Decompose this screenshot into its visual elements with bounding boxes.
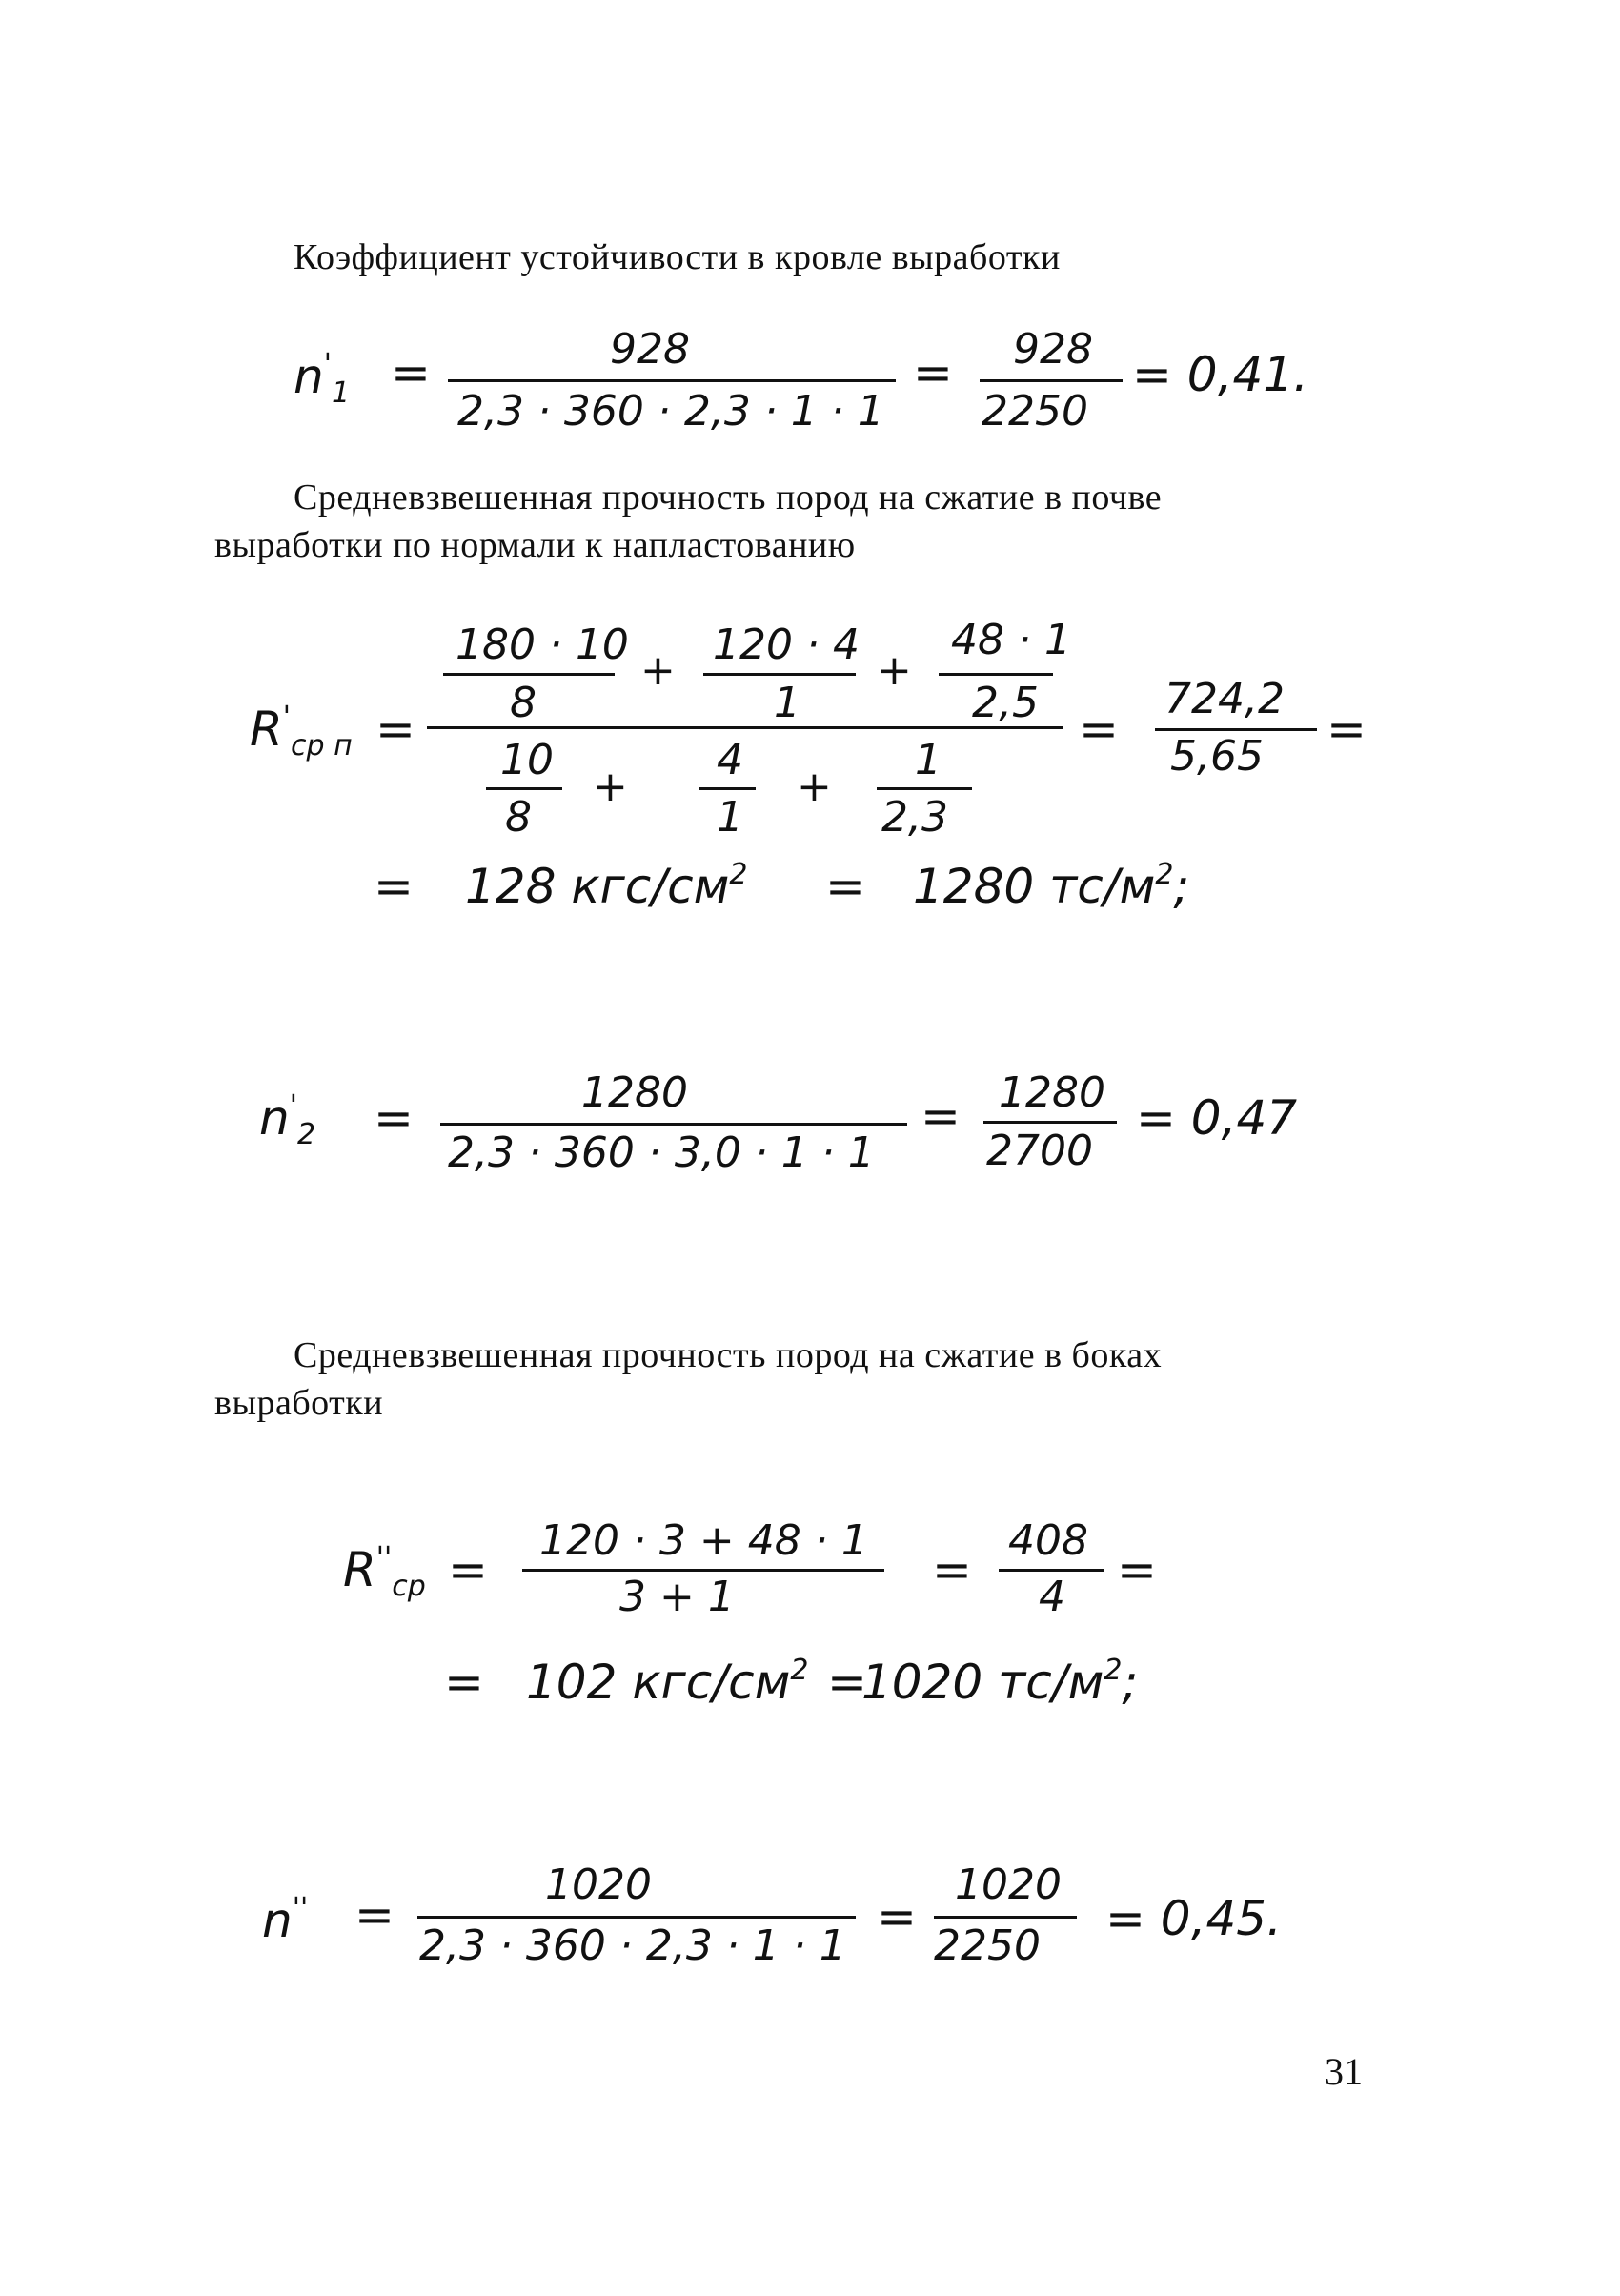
eq3-equals: = [374, 1090, 414, 1146]
eq2-bottom2-bar [699, 787, 756, 790]
eq2-bottom3-numerator: 1 [915, 736, 942, 784]
eq3-denominator-2: 2700 [986, 1127, 1093, 1175]
eq4-mid-equals: = [827, 1655, 867, 1710]
eq2-bottom2-numerator: 4 [717, 736, 743, 784]
eq5-denominator-2: 2250 [934, 1921, 1041, 1970]
eq2-mid-equals: = [825, 859, 865, 914]
eq2-line2-equals: = [374, 859, 414, 914]
eq3-equals-2: = [921, 1088, 961, 1144]
eq1-fraction-bar-2 [980, 379, 1123, 382]
eq1-fraction-bar [448, 379, 896, 382]
eq1-lhs: $n'_1$ [294, 348, 351, 410]
eq5-equals-2: = [877, 1889, 917, 1944]
eq1-denominator-2: 2250 [982, 387, 1088, 436]
paragraph-roof-coefficient: Коэффициент устойчивости в кровле выработки [294, 237, 1061, 277]
eq2-term3-denominator: 2,5 [972, 679, 1039, 727]
paragraph-floor-strength-line2: выработки по нормали к напластованию [214, 525, 856, 565]
eq5-result: = 0,45. [1105, 1891, 1283, 1946]
eq2-bottom2-denominator: 1 [717, 793, 743, 842]
eq3-fraction-bar-2 [983, 1121, 1117, 1124]
eq2-value-ts: 1280 $тс/м^2$; [913, 858, 1190, 914]
eq2-fraction-bar-2 [1155, 728, 1317, 731]
paragraph-floor-strength-line1: Средневзвешенная прочность пород на сжатие в почве [294, 477, 1163, 518]
eq2-plus-4: + [797, 762, 832, 811]
eq4-fraction-bar [522, 1569, 884, 1572]
eq3-lhs: $n'_2$ [259, 1089, 316, 1151]
eq4-equals: = [448, 1542, 488, 1597]
eq2-plus-1: + [640, 646, 676, 695]
eq2-numerator-2: 724,2 [1164, 675, 1285, 723]
eq3-fraction-bar [440, 1123, 907, 1126]
eq2-bottom1-numerator: 10 [500, 736, 554, 784]
eq2-term2-numerator: 120 · 4 [713, 620, 860, 669]
eq5-fraction-bar-2 [934, 1916, 1077, 1919]
eq2-term3-numerator: 48 · 1 [951, 616, 1071, 664]
eq2-lhs: $R'_{ср п}$ [250, 701, 353, 762]
eq2-equals: = [375, 701, 415, 757]
eq4-value-ts: 1020 $тс/м^2$; [861, 1654, 1139, 1710]
eq4-equals-2: = [932, 1542, 972, 1597]
eq2-bottom1-denominator: 8 [505, 793, 532, 842]
eq1-numerator-2: 928 [1013, 325, 1093, 374]
eq4-equals-3: = [1117, 1542, 1157, 1597]
eq2-term2-bar [703, 673, 856, 676]
paragraph-sides-strength-line2: выработки [214, 1383, 384, 1423]
eq5-fraction-bar [417, 1916, 856, 1919]
page-number: 31 [1325, 2050, 1363, 2093]
paragraph-sides-strength-line1: Средневзвешенная прочность пород на сжатие в боках [294, 1335, 1163, 1375]
eq2-denominator-2: 5,65 [1170, 732, 1264, 781]
eq4-line2-equals: = [444, 1655, 484, 1710]
eq2-equals-2: = [1079, 701, 1119, 757]
eq3-numerator-2: 1280 [999, 1068, 1105, 1117]
eq2-bottom1-bar [486, 787, 562, 790]
eq2-bottom3-bar [877, 787, 972, 790]
eq5-numerator: 1020 [545, 1860, 652, 1909]
eq2-term2-denominator: 1 [774, 679, 800, 727]
eq2-equals-3: = [1326, 701, 1367, 757]
eq2-plus-2: + [877, 646, 912, 695]
eq5-numerator-2: 1020 [955, 1860, 1062, 1909]
eq4-denominator-2: 4 [1039, 1573, 1065, 1621]
eq5-lhs: n'' [262, 1892, 309, 1948]
eq2-main-fraction-bar [427, 726, 1063, 729]
eq1-numerator: 928 [610, 325, 690, 374]
eq2-value-kgs: 128 кгс/$см^2$ [465, 858, 748, 914]
eq5-equals: = [354, 1887, 395, 1942]
eq4-value-kgs: 102 кгс/$см^2$ [526, 1654, 809, 1710]
eq2-term3-bar [939, 673, 1053, 676]
eq1-denominator: 2,3 · 360 · 2,3 · 1 · 1 [457, 387, 884, 436]
eq1-equals-2: = [913, 345, 953, 400]
eq3-result: = 0,47 [1136, 1090, 1298, 1146]
eq2-plus-3: + [593, 762, 628, 811]
eq2-term1-bar [443, 673, 615, 676]
eq4-denominator: 3 + 1 [619, 1573, 735, 1621]
eq2-term1-denominator: 8 [510, 679, 537, 727]
eq4-numerator-2: 408 [1008, 1516, 1088, 1565]
eq4-fraction-bar-2 [999, 1569, 1104, 1572]
eq2-term1-numerator: 180 · 10 [456, 620, 629, 669]
eq1-equals: = [391, 345, 431, 400]
eq3-denominator: 2,3 · 360 · 3,0 · 1 · 1 [448, 1128, 875, 1177]
eq4-lhs: $R''_{ср}$ [343, 1541, 426, 1603]
eq4-numerator: 120 · 3 + 48 · 1 [539, 1516, 868, 1565]
eq5-denominator: 2,3 · 360 · 2,3 · 1 · 1 [419, 1921, 846, 1970]
eq2-bottom3-denominator: 2,3 [881, 793, 948, 842]
eq1-result: = 0,41. [1132, 347, 1309, 402]
eq3-numerator: 1280 [581, 1068, 688, 1117]
